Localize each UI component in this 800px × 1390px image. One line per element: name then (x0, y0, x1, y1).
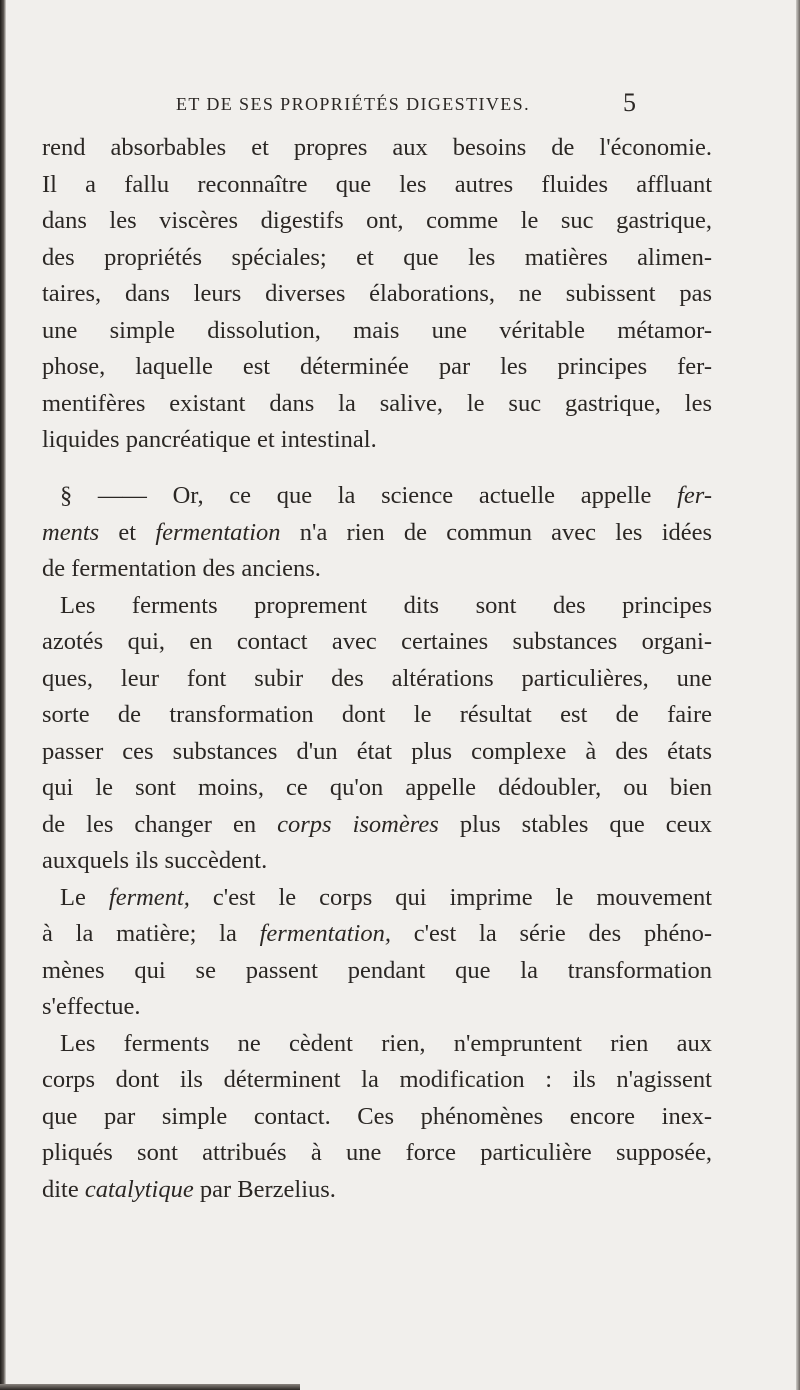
text-span: c'est le corps qui imprime le mouvement (212, 883, 713, 911)
body-text (42, 130, 712, 1250)
text-span: n'a rien de commun avec les idées (299, 518, 713, 546)
page-number: 5 (623, 88, 636, 117)
page-bottom-edge-shadow (0, 1384, 300, 1390)
page-right-edge-shadow (796, 0, 800, 1390)
text-line (60, 880, 712, 916)
text-line: pliqués sont attribués à une force particulière supposée, (42, 1139, 712, 1166)
text-line (42, 515, 712, 551)
italic-term: fermentation, (259, 920, 391, 947)
italic-term: catalytique (84, 1175, 194, 1203)
page-header (176, 88, 636, 120)
text-line: s'effectue. (42, 993, 141, 1020)
text-line (42, 916, 712, 952)
text-line: passer ces substances d'un état plus complexe à des états (42, 737, 712, 765)
text-line: phose, laquelle est déterminée par les principes fer- (42, 353, 712, 380)
text-line: sorte de transformation dont le résultat est de faire (42, 701, 712, 728)
italic-term: ferment, (108, 883, 190, 911)
text-line: Les ferments ne cèdent rien, n'empruntent rien aux (60, 1029, 712, 1057)
italic-term: ments (42, 518, 100, 546)
text-line: rend absorbables et propres aux besoins de l'économie. (42, 134, 712, 161)
text-line: Il a fallu reconnaître que les autres fluides affluant (42, 170, 712, 198)
text-line: une simple dissolution, mais une véritable métamor- (42, 316, 712, 344)
text-line: que par simple contact. Ces phénomènes encore inex- (42, 1102, 712, 1130)
text-line (60, 478, 712, 514)
text-line: qui le sont moins, ce qu'on appelle dédoubler, ou bien (42, 774, 712, 801)
text-span: à la matière; la (42, 920, 237, 947)
italic-term: fermentation (155, 518, 281, 546)
text-line: auxquels ils succèdent. (42, 847, 268, 874)
text-line: dans les viscères digestifs ont, comme le suc gastrique, (42, 207, 712, 234)
text-line: de fermentation des anciens. (42, 555, 321, 582)
text-line: ques, leur font subir des altérations particulières, une (42, 664, 712, 692)
text-line (42, 807, 712, 843)
text-line: taires, dans leurs diverses élaborations, ne subissent pas (42, 280, 712, 307)
text-line: corps dont ils déterminent la modification : ils n'agissent (42, 1066, 712, 1093)
text-line: mentifères existant dans la salive, le suc gastrique, les (42, 389, 712, 417)
text-span: c'est la série des phéno- (413, 920, 712, 947)
text-span: par Berzelius. (199, 1175, 336, 1203)
text-span: Le (60, 883, 86, 911)
text-line: Les ferments proprement dits sont des principes (60, 591, 712, 619)
text-line: des propriétés spéciales; et que les matières alimen- (42, 243, 712, 271)
running-head: ET DE SES PROPRIÉTÉS DIGESTIVES. (176, 94, 530, 114)
text-line (42, 1172, 336, 1208)
italic-term: fer- (677, 482, 713, 509)
text-span: plus stables que ceux (459, 810, 713, 838)
page-left-edge-shadow (0, 0, 6, 1390)
text-span: et (118, 518, 137, 546)
italic-term: corps isomères (277, 810, 439, 838)
text-span: dite (42, 1175, 79, 1203)
text-line: azotés qui, en contact avec certaines substances organi- (42, 628, 712, 655)
text-line: mènes qui se passent pendant que la transformation (42, 956, 712, 984)
text-span: § —— Or, ce que la science actuelle appelle (60, 482, 652, 509)
text-span: de les changer en (42, 810, 257, 838)
text-line: liquides pancréatique et intestinal. (42, 426, 377, 453)
